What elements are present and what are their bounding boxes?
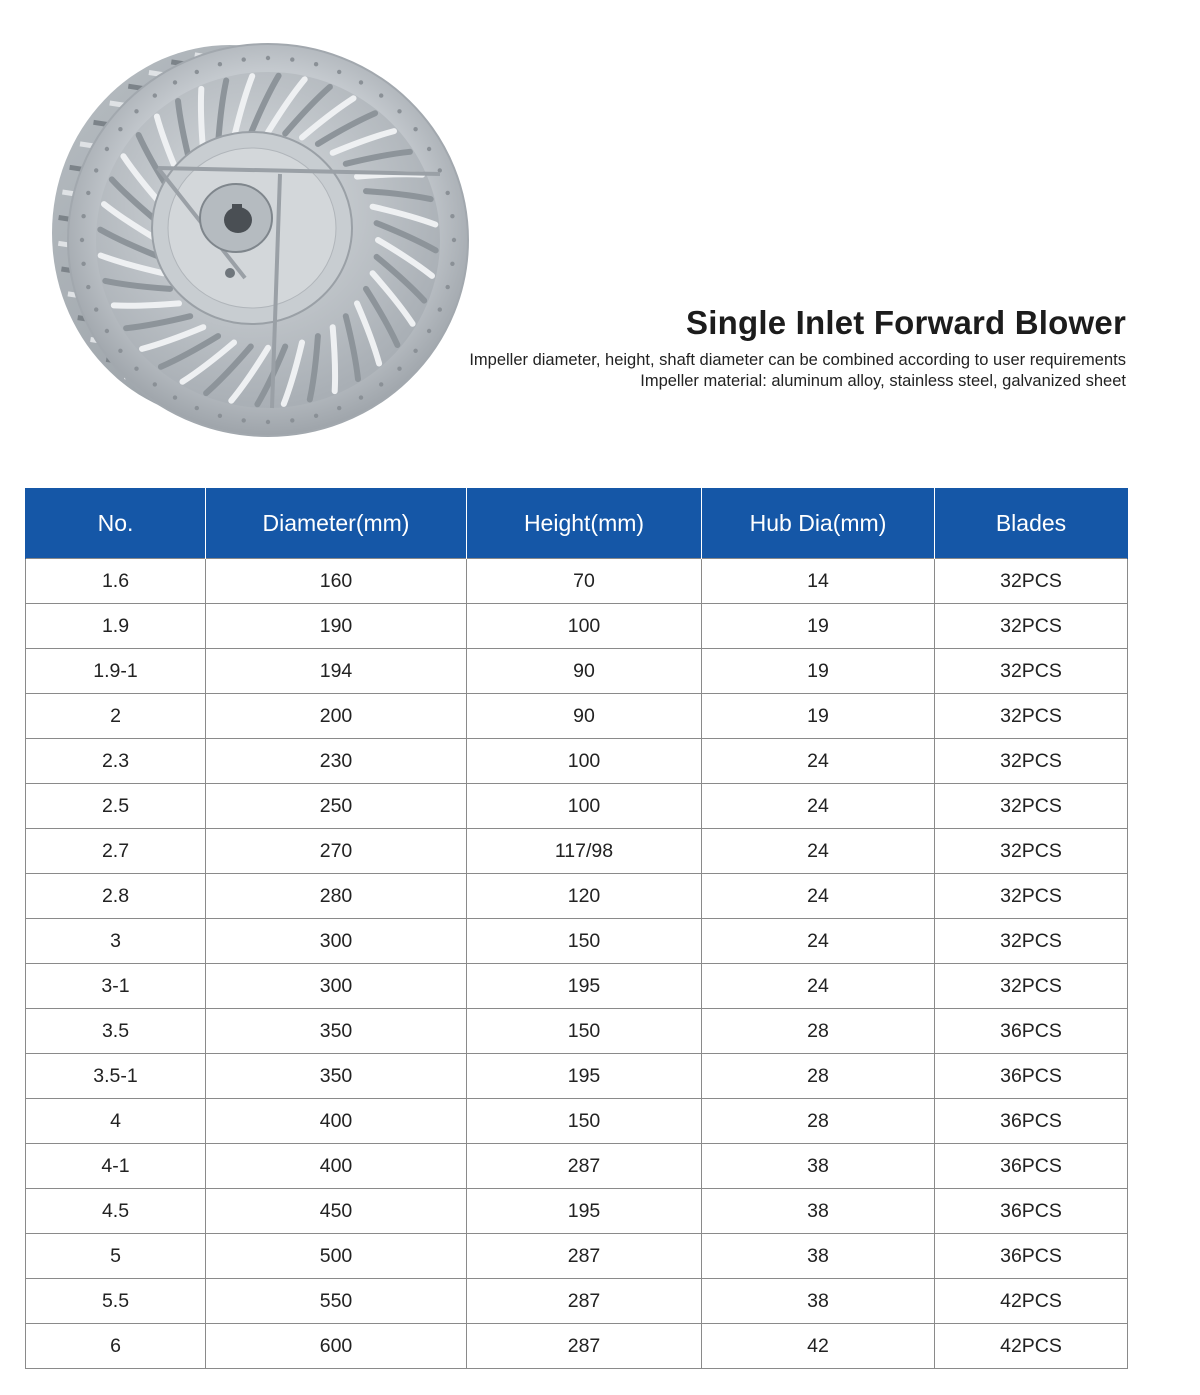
cell-blades: 32PCS (935, 649, 1128, 694)
cell-hub-dia: 28 (702, 1009, 935, 1054)
subtitle-combination: Impeller diameter, height, shaft diameter can be combined according to user requirements (469, 351, 1126, 369)
cell-no: 2.8 (26, 874, 206, 919)
cell-hub-dia: 19 (702, 694, 935, 739)
spec-table (25, 488, 1128, 1369)
table-row (26, 1099, 1128, 1144)
cell-diameter: 500 (206, 1234, 467, 1279)
cell-no: 2.3 (26, 739, 206, 784)
cell-no: 3.5 (26, 1009, 206, 1054)
table-row (26, 874, 1128, 919)
cell-blades: 32PCS (935, 964, 1128, 1009)
cell-no: 3-1 (26, 964, 206, 1009)
column-header-no: No. (26, 488, 206, 559)
cell-no: 6 (26, 1324, 206, 1369)
column-header-height: Height(mm) (467, 488, 702, 559)
cell-diameter: 550 (206, 1279, 467, 1324)
cell-height: 100 (467, 784, 702, 829)
table-header-row (26, 488, 1128, 559)
cell-blades: 32PCS (935, 559, 1128, 604)
cell-blades: 32PCS (935, 739, 1128, 784)
cell-diameter: 190 (206, 604, 467, 649)
table-row (26, 1009, 1128, 1054)
cell-hub-dia: 24 (702, 964, 935, 1009)
table-row (26, 1054, 1128, 1099)
cell-diameter: 270 (206, 829, 467, 874)
table-row (26, 784, 1128, 829)
cell-height: 150 (467, 1099, 702, 1144)
table-row (26, 964, 1128, 1009)
cell-hub-dia: 19 (702, 649, 935, 694)
cell-no: 2 (26, 694, 206, 739)
cell-no: 4-1 (26, 1144, 206, 1189)
cell-height: 287 (467, 1324, 702, 1369)
cell-hub-dia: 19 (702, 604, 935, 649)
impeller-wheel-icon (40, 28, 480, 448)
cell-no: 5 (26, 1234, 206, 1279)
cell-no: 2.7 (26, 829, 206, 874)
cell-no: 5.5 (26, 1279, 206, 1324)
cell-height: 90 (467, 649, 702, 694)
cell-height: 117/98 (467, 829, 702, 874)
cell-height: 70 (467, 559, 702, 604)
column-header-diameter: Diameter(mm) (206, 488, 467, 559)
cell-hub-dia: 14 (702, 559, 935, 604)
page-title: Single Inlet Forward Blower (686, 304, 1126, 341)
cell-height: 287 (467, 1279, 702, 1324)
cell-hub-dia: 38 (702, 1234, 935, 1279)
table-row (26, 1144, 1128, 1189)
cell-blades: 32PCS (935, 829, 1128, 874)
cell-diameter: 160 (206, 559, 467, 604)
cell-diameter: 300 (206, 964, 467, 1009)
table-row (26, 604, 1128, 649)
cell-height: 195 (467, 964, 702, 1009)
subtitle-material: Impeller material: aluminum alloy, stainless steel, galvanized sheet (640, 372, 1126, 390)
table-row (26, 649, 1128, 694)
cell-height: 90 (467, 694, 702, 739)
table-row (26, 1234, 1128, 1279)
cell-height: 195 (467, 1189, 702, 1234)
cell-height: 195 (467, 1054, 702, 1099)
cell-hub-dia: 42 (702, 1324, 935, 1369)
cell-hub-dia: 24 (702, 919, 935, 964)
cell-blades: 42PCS (935, 1324, 1128, 1369)
cell-diameter: 450 (206, 1189, 467, 1234)
column-header-blades: Blades (935, 488, 1128, 559)
cell-diameter: 350 (206, 1009, 467, 1054)
cell-no: 4.5 (26, 1189, 206, 1234)
column-header-hub-dia: Hub Dia(mm) (702, 488, 935, 559)
cell-blades: 32PCS (935, 784, 1128, 829)
cell-blades: 36PCS (935, 1234, 1128, 1279)
cell-blades: 32PCS (935, 604, 1128, 649)
cell-diameter: 600 (206, 1324, 467, 1369)
cell-height: 287 (467, 1234, 702, 1279)
cell-hub-dia: 24 (702, 739, 935, 784)
cell-blades: 36PCS (935, 1009, 1128, 1054)
table-row (26, 1324, 1128, 1369)
table-row (26, 694, 1128, 739)
cell-diameter: 400 (206, 1099, 467, 1144)
cell-blades: 36PCS (935, 1054, 1128, 1099)
table-row (26, 559, 1128, 604)
cell-blades: 42PCS (935, 1279, 1128, 1324)
cell-height: 100 (467, 604, 702, 649)
cell-no: 1.9-1 (26, 649, 206, 694)
cell-diameter: 350 (206, 1054, 467, 1099)
cell-blades: 32PCS (935, 874, 1128, 919)
table-row (26, 739, 1128, 784)
cell-blades: 36PCS (935, 1144, 1128, 1189)
cell-diameter: 300 (206, 919, 467, 964)
cell-diameter: 194 (206, 649, 467, 694)
cell-hub-dia: 38 (702, 1144, 935, 1189)
cell-no: 1.9 (26, 604, 206, 649)
cell-no: 3.5-1 (26, 1054, 206, 1099)
cell-hub-dia: 28 (702, 1099, 935, 1144)
cell-blades: 36PCS (935, 1099, 1128, 1144)
cell-height: 150 (467, 1009, 702, 1054)
cell-hub-dia: 28 (702, 1054, 935, 1099)
table-row (26, 829, 1128, 874)
cell-diameter: 280 (206, 874, 467, 919)
cell-height: 120 (467, 874, 702, 919)
cell-blades: 32PCS (935, 919, 1128, 964)
cell-hub-dia: 24 (702, 874, 935, 919)
cell-no: 4 (26, 1099, 206, 1144)
cell-height: 287 (467, 1144, 702, 1189)
cell-no: 1.6 (26, 559, 206, 604)
cell-no: 2.5 (26, 784, 206, 829)
cell-no: 3 (26, 919, 206, 964)
cell-diameter: 230 (206, 739, 467, 784)
cell-hub-dia: 38 (702, 1279, 935, 1324)
cell-hub-dia: 38 (702, 1189, 935, 1234)
cell-hub-dia: 24 (702, 784, 935, 829)
shaft-hole (224, 207, 252, 233)
cell-hub-dia: 24 (702, 829, 935, 874)
cell-height: 100 (467, 739, 702, 784)
cell-diameter: 200 (206, 694, 467, 739)
table-row (26, 1189, 1128, 1234)
cell-diameter: 250 (206, 784, 467, 829)
cell-blades: 32PCS (935, 694, 1128, 739)
table-row (26, 1279, 1128, 1324)
cell-blades: 36PCS (935, 1189, 1128, 1234)
table-row (26, 919, 1128, 964)
cell-diameter: 400 (206, 1144, 467, 1189)
cell-height: 150 (467, 919, 702, 964)
